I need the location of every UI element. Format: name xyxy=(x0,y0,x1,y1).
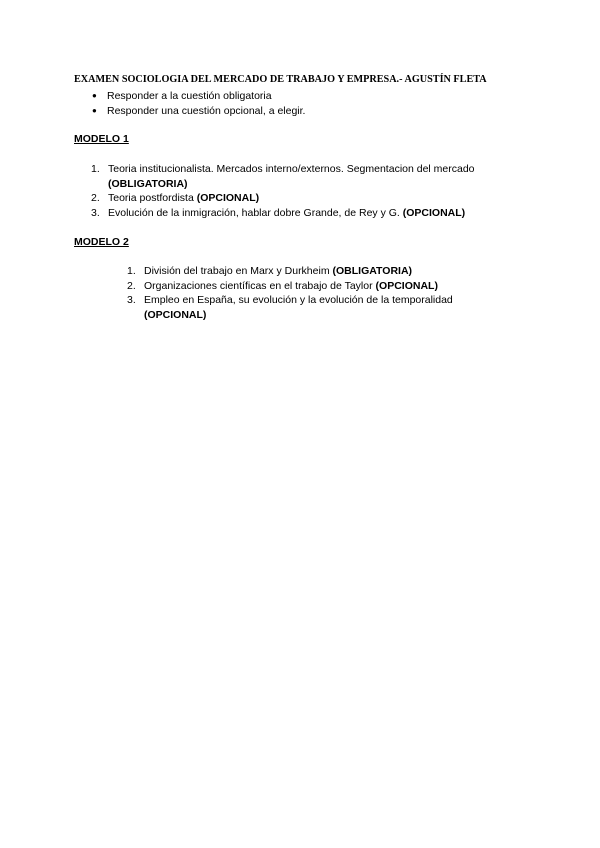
item-tag: (OPCIONAL) xyxy=(402,206,466,219)
list-item xyxy=(127,293,514,322)
modelo-2-list xyxy=(127,264,514,322)
list-item xyxy=(92,89,305,104)
item-text: Organizaciones científicas en el trabajo de Taylor xyxy=(144,279,376,292)
bullet-icon: ● xyxy=(92,91,97,100)
list-item xyxy=(91,162,528,191)
instructions-list xyxy=(92,89,305,118)
item-tag: (OPCIONAL) xyxy=(375,279,438,292)
item-text: División del trabajo en Marx y Durkheim xyxy=(144,265,333,277)
list-item xyxy=(127,264,514,279)
item-tag: (OPCIONAL) xyxy=(144,308,207,321)
modelo-1-list xyxy=(91,162,528,220)
list-item xyxy=(91,191,528,206)
instruction-text: Responder una cuestión opcional, a elegir. xyxy=(107,104,306,117)
list-item xyxy=(92,104,305,119)
item-text: Teoria postfordista xyxy=(108,192,197,204)
modelo-1-heading: MODELO 1 xyxy=(74,133,129,145)
list-item xyxy=(91,206,528,221)
item-number: 2. xyxy=(91,192,100,204)
item-tag: (OPCIONAL) xyxy=(196,192,260,204)
item-number: 1. xyxy=(91,163,100,175)
modelo-2-heading: MODELO 2 xyxy=(74,236,129,248)
item-tag: (OBLIGATORIA) xyxy=(108,177,188,190)
item-tag: (OBLIGATORIA) xyxy=(332,265,413,277)
item-number: 2. xyxy=(127,279,136,292)
bullet-icon: ● xyxy=(92,105,97,115)
item-number: 3. xyxy=(127,294,136,306)
item-text: Empleo en España, su evolución y la evolución de la temporalidad xyxy=(144,294,453,306)
item-text: Evolución de la inmigración, hablar dobre Grande, de Rey y G. xyxy=(108,206,403,219)
instruction-text: Responder a la cuestión obligatoria xyxy=(107,90,272,102)
item-text: Teoria institucionalista. Mercados interno/externos. Segmentacion del mercado xyxy=(108,163,475,175)
list-item xyxy=(127,279,514,294)
document-title: EXAMEN SOCIOLOGIA DEL MERCADO DE TRABAJO Y EMPRESA.- AGUSTÍN FLETA xyxy=(74,74,487,85)
item-number: 3. xyxy=(91,206,100,219)
item-number: 1. xyxy=(127,265,136,277)
